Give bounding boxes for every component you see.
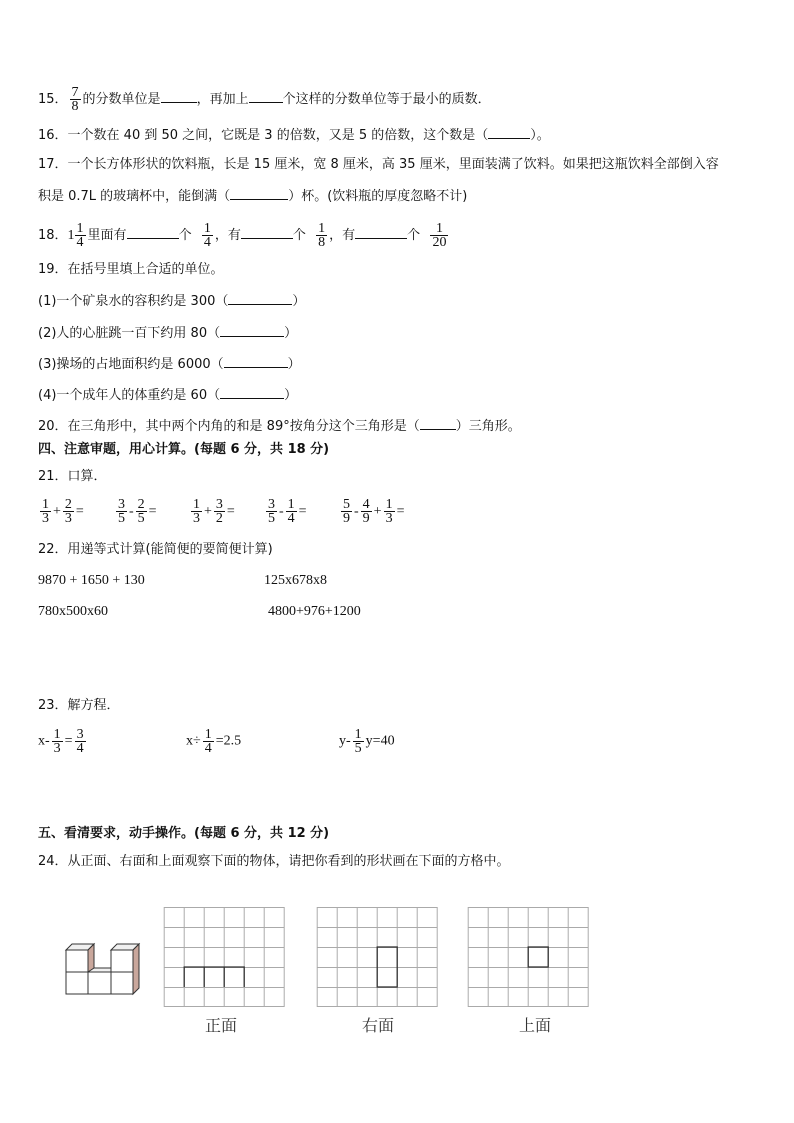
front-view-grid[interactable] — [163, 907, 287, 1007]
top-view-grid[interactable] — [467, 907, 591, 1007]
oral-expr-5: $\frac{5}{9}$ - $\frac{4}{9}$ + $\frac{1}{3}$ = — [343, 497, 405, 526]
cube-object-figure — [60, 938, 150, 1000]
answer-blank[interactable] — [249, 89, 283, 103]
question-19-item2: (2)人的心脏跳一百下约用 80（ ） — [38, 323, 297, 343]
answer-blank[interactable] — [224, 354, 288, 368]
question-16: 16．一个数在 40 到 50 之间，它既是 3 的倍数，又是 5 的倍数，这个数是（ ）。 — [38, 125, 550, 145]
oral-expr-4: $\frac{3}{5}$ - $\frac{1}{4}$ = — [268, 497, 307, 526]
question-19-item3: (3)操场的占地面积约是 6000（ ） — [38, 354, 301, 374]
section-4-heading: 四、注意审题，用心计算。(每题 6 分，共 18 分) — [38, 442, 330, 457]
calc-2: 125x678x8 — [264, 573, 327, 588]
question-17-line1: 17．一个长方体形状的饮料瓶，长是 15 厘米，宽 8 厘米，高 35 厘米，里面装满了饮料。如果把这瓶饮料全部倒入容 — [38, 157, 719, 172]
oral-expr-3: $\frac{1}{3}$ + $\frac{3}{2}$ = — [193, 497, 235, 526]
question-18: 18．1 $\frac{1}{4}$ 里面有 个 $\frac{1}{4}$ ，有 个 $\frac{1}{8}$ ，有 个 $\frac{1}{20}$ — [38, 221, 447, 250]
oral-expr-1: $\frac{1}{3}$ + $\frac{2}{3}$ = — [42, 497, 84, 526]
question-23-title: 23．解方程． — [38, 698, 120, 713]
answer-blank[interactable] — [228, 291, 292, 305]
question-24: 24．从正面、右面和上面观察下面的物体，请把你看到的形状画在下面的方格中。 — [38, 854, 510, 869]
grid-caption-top: 上面 — [519, 1018, 552, 1035]
equation-1: x- $\frac{1}{3}$ = $\frac{3}{4}$ — [38, 727, 84, 756]
calc-3: 780x500x60 — [38, 604, 108, 619]
grid-caption-right: 右面 — [362, 1018, 395, 1035]
question-19-title: 19．在括号里填上合适的单位。 — [38, 262, 224, 277]
answer-blank[interactable] — [241, 225, 293, 239]
calc-4: 4800+976+1200 — [268, 604, 361, 619]
answer-blank[interactable] — [220, 323, 284, 337]
oral-expr-2: $\frac{3}{5}$ - $\frac{2}{5}$ = — [118, 497, 157, 526]
calc-1: 9870 + 1650 + 130 — [38, 573, 145, 588]
answer-blank[interactable] — [488, 125, 530, 139]
right-view-grid[interactable] — [316, 907, 440, 1007]
question-19-item4: (4)一个成年人的体重约是 60（ ） — [38, 385, 297, 405]
equation-2: x÷ $\frac{1}{4}$ =2.5 — [186, 727, 242, 756]
question-22-title: 22．用递等式计算(能简便的要简便计算) — [38, 542, 273, 557]
question-21-title: 21．口算． — [38, 469, 107, 484]
answer-blank[interactable] — [230, 186, 288, 200]
answer-blank[interactable] — [355, 225, 407, 239]
answer-blank[interactable] — [127, 225, 179, 239]
question-17-line2: 积是 0.7L 的玻璃杯中，能倒满（ ）杯。(饮料瓶的厚度忽略不计) — [38, 186, 467, 206]
section-5-heading: 五、看清要求，动手操作。(每题 6 分，共 12 分) — [38, 826, 330, 841]
question-20: 20．在三角形中，其中两个内角的和是 89°按角分这个三角形是（ ）三角形。 — [38, 416, 521, 436]
answer-blank[interactable] — [220, 385, 284, 399]
grid-caption-front: 正面 — [205, 1018, 238, 1035]
equation-3: y- $\frac{1}{5}$ y=40 — [339, 727, 395, 756]
fraction: $\frac{7}{8}$ — [71, 85, 79, 114]
question-19-item1: (1)一个矿泉水的容积约是 300（ ） — [38, 291, 305, 311]
answer-blank[interactable] — [161, 89, 197, 103]
answer-blank[interactable] — [420, 416, 456, 430]
question-15: 15． $\frac{7}{8}$ 的分数单位是 ，再加上 个这样的分数单位等于最小的质数． — [38, 85, 491, 114]
